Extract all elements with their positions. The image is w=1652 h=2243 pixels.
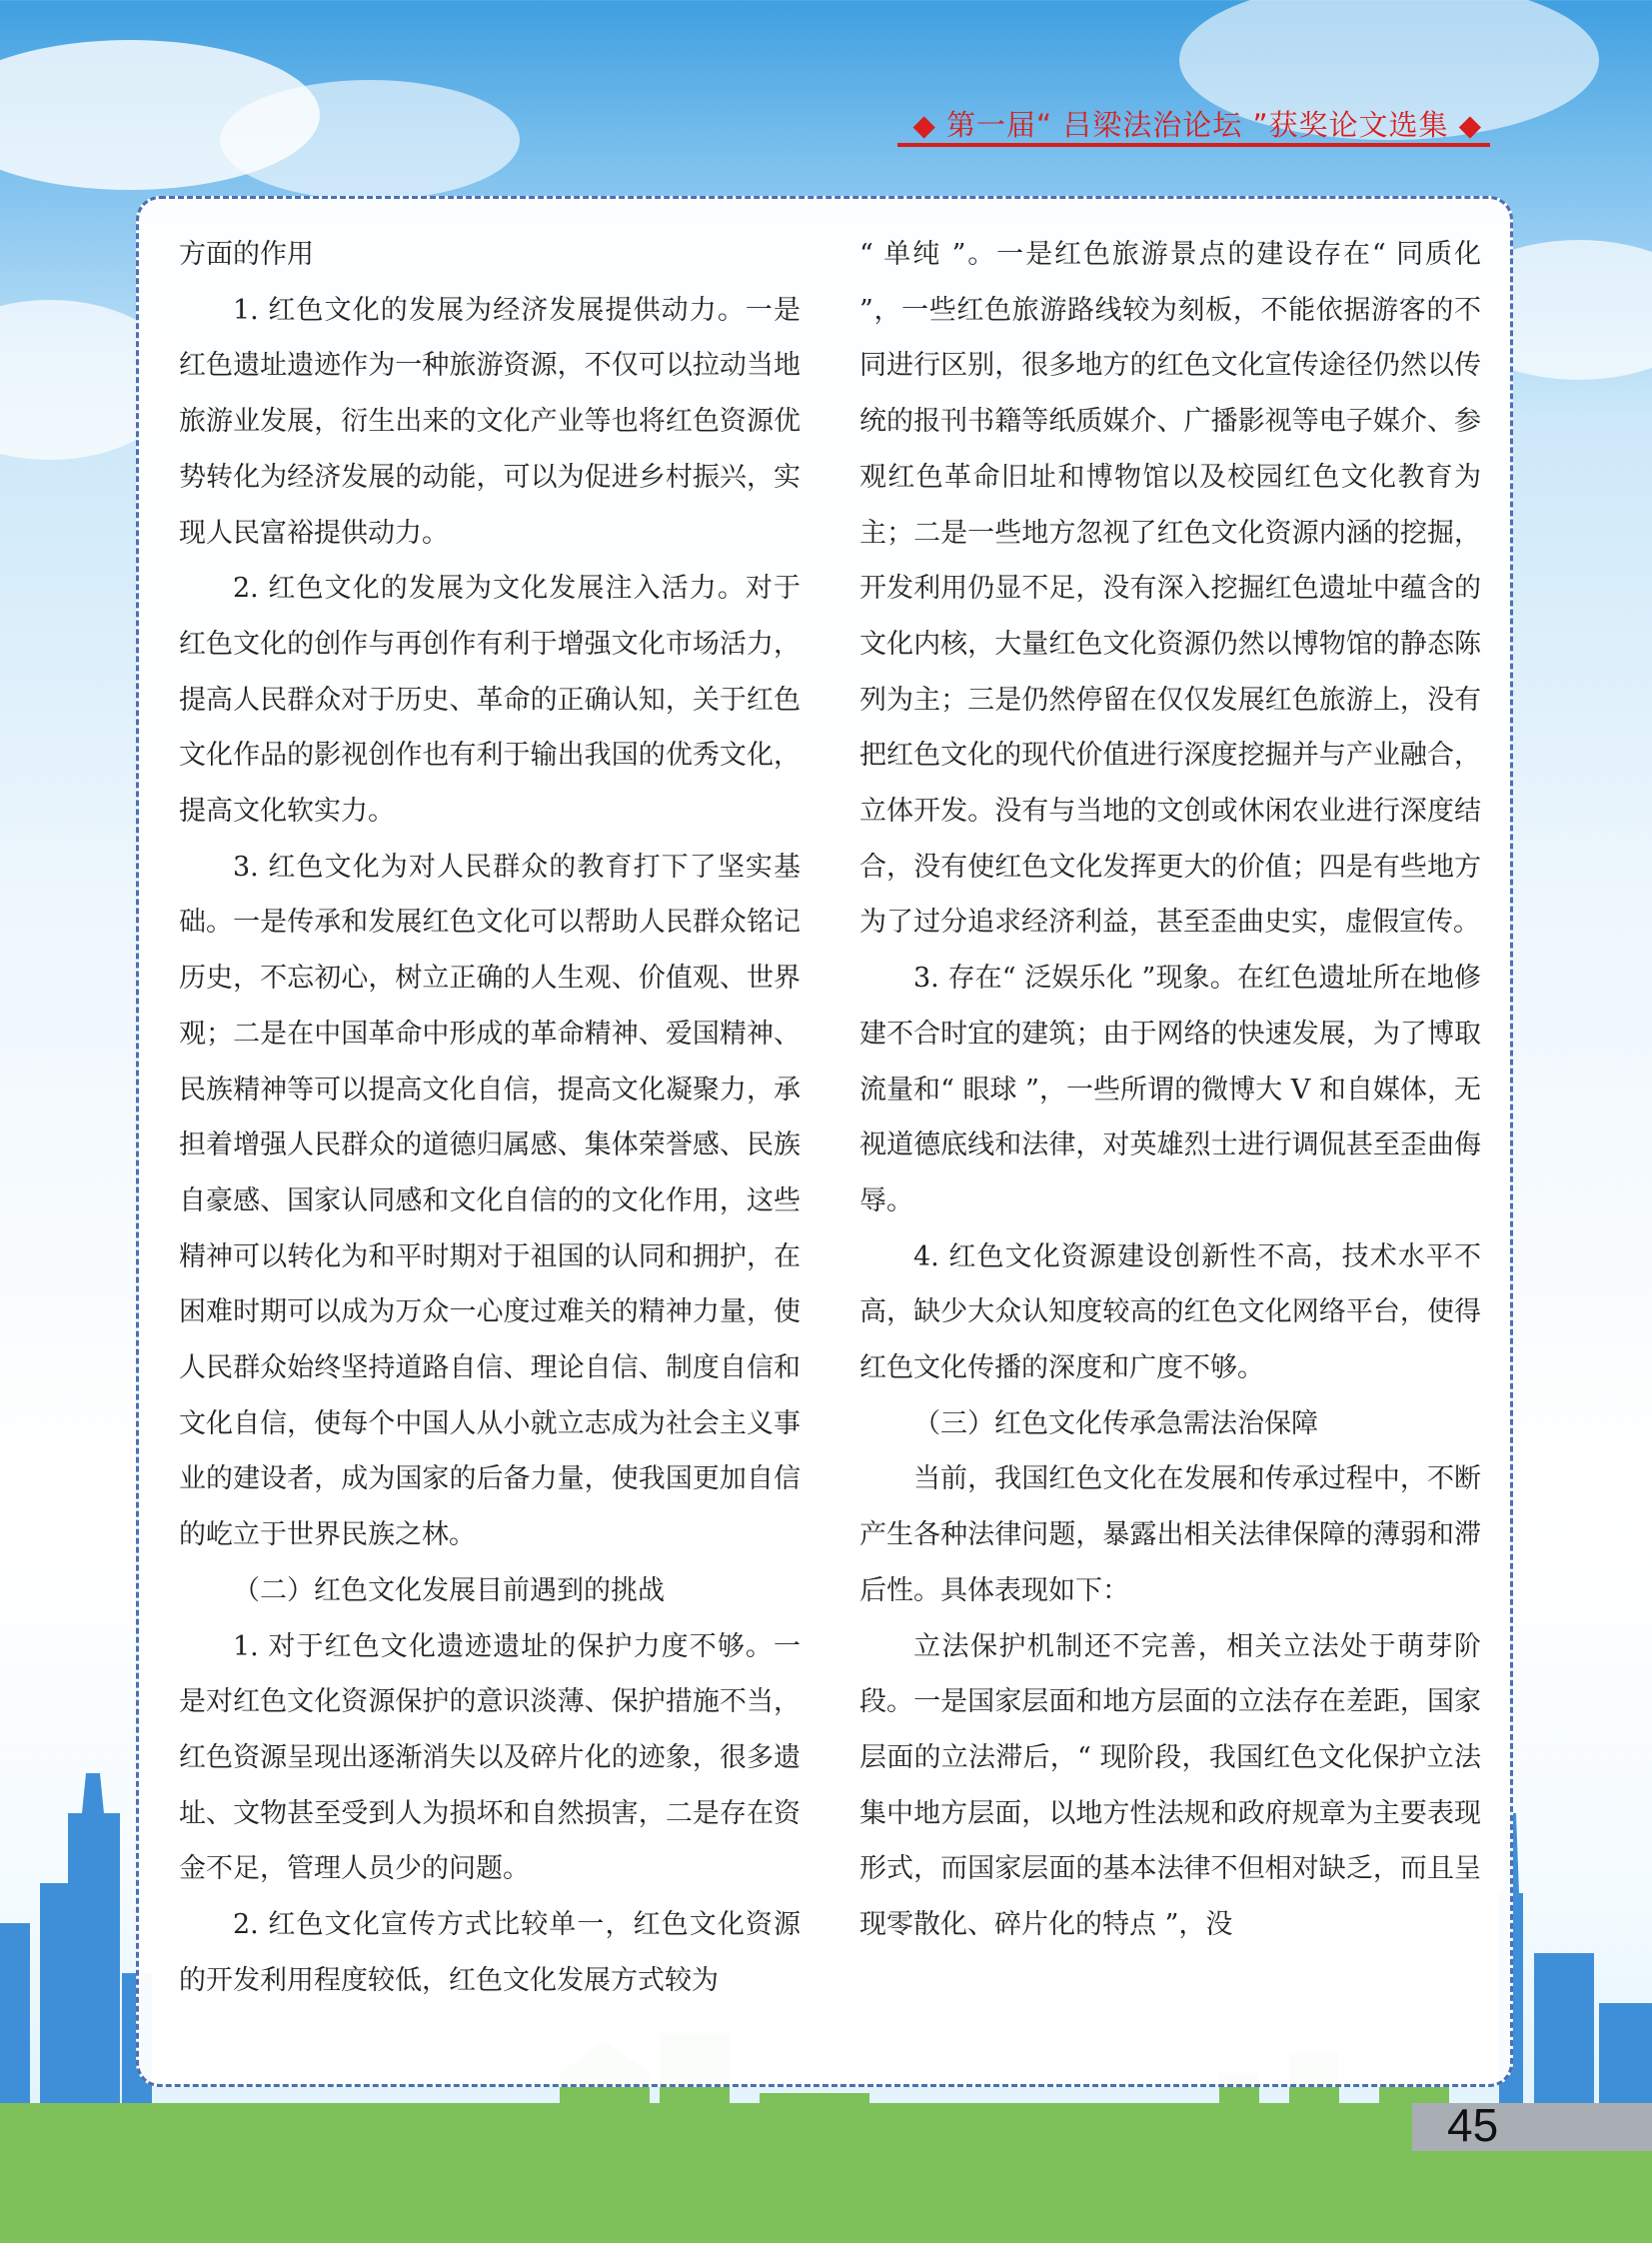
paragraph: 1. 红色文化的发展为经济发展提供动力。一是红色遗址遗迹作为一种旅游资源，不仅可以拉动当地旅游业发展，衍生出来的文化产业等也将红色资源优势转化为经济发展的动能，可以为促进乡村振兴，实现人民富裕提供动力。 (179, 294, 801, 549)
header-rule (897, 143, 1490, 147)
section-heading: （二）红色文化发展目前遇到的挑战 (233, 1574, 665, 1606)
left-column (179, 227, 801, 2009)
paragraph: 1. 对于红色文化遗迹遗址的保护力度不够。一是对红色文化资源保护的意识淡薄、保护措施不当，红色资源呈现出逐渐消失以及碎片化的迹象，很多遗址、文物甚至受到人为损坏和自然损害，二是存在资金不足，管理人员少的问题。 (179, 1630, 801, 1885)
paragraph: 立法保护机制还不完善，相关立法处于萌芽阶段。一是国家层面和地方层面的立法存在差距，国家层面的立法滞后，“ 现阶段，我国红色文化保护立法集中地方层面，以地方性法规和政府规章为主要表现形式，而国家层面的基本法律不但相对缺乏，而且呈现零散化、碎片化的特点 ”，没 (859, 1630, 1481, 1941)
paragraph: 当前，我国红色文化在发展和传承过程中，不断产生各种法律问题，暴露出相关法律保障的薄弱和滞后性。具体表现如下： (859, 1463, 1481, 1606)
paragraph: 3. 存在“ 泛娱乐化 ”现象。在红色遗址所在地修建不合时宜的建筑；由于网络的快速发展，为了博取流量和“ 眼球 ”，一些所谓的微博大 V 和自媒体，无视道德底线和法律，对英雄烈士进行调侃甚至歪曲侮辱。 (859, 963, 1481, 1216)
paragraph: 4. 红色文化资源建设创新性不高，技术水平不高，缺少大众认知度较高的红色文化网络平台，使得红色文化传播的深度和广度不够。 (859, 1240, 1481, 1384)
right-column (859, 227, 1481, 1953)
paragraph: 方面的作用 (179, 239, 314, 270)
paragraph: 2. 红色文化的发展为文化发展注入活力。对于红色文化的创作与再创作有利于增强文化市场活力，提高人民群众对于历史、革命的正确认知，关于红色文化作品的影视创作也有利于输出我国的优秀文化，提高文化软实力。 (179, 573, 801, 828)
page-number: 45 (1447, 2099, 1499, 2151)
running-header-title: ◆ 第一届“ 吕梁法治论坛 ”获奖论文选集 ◆ (912, 108, 1482, 142)
cloud-decoration (220, 80, 520, 200)
section-heading: （三）红色文化传承急需法治保障 (913, 1407, 1318, 1439)
paragraph: “ 单纯 ”。一是红色旅游景点的建设存在“ 同质化 ”，一些红色旅游路线较为刻板，不能依据游客的不同进行区别，很多地方的红色文化宣传途径仍然以传统的报刊书籍等纸质媒介、广播影视等电子媒介、参观红色革命旧址和博物馆以及校园红色文化教育为主；二是一些地方忽视了红色文化资源内涵的挖掘，开发利用仍显不足，没有深入挖掘红色遗址中蕴含的文化内核，大量红色文化资源仍然以博物馆的静态陈列为主；三是仍然停留在仅仅发展红色旅游上，没有把红色文化的现代价值进行深度挖掘并与产业融合，立体开发。没有与当地的文创或休闲农业进行深度结合，没有使红色文化发挥更大的价值；四是有些地方为了过分追求经济利益，甚至歪曲史实，虚假宣传。 (859, 239, 1481, 939)
paragraph: 3. 红色文化为对人民群众的教育打下了坚实基础。一是传承和发展红色文化可以帮助人民群众铭记历史，不忘初心，树立正确的人生观、价值观、世界观；二是在中国革命中形成的革命精神、爱国精神、民族精神等可以提高文化自信，提高文化凝聚力，承担着增强人民群众的道德归属感、集体荣誉感、民族自豪感、国家认同感和文化自信的的文化作用，这些精神可以转化为和平时期对于祖国的认同和拥护，在困难时期可以成为万众一心度过难关的精神力量，使人民群众始终坚持道路自信、理论自信、制度自信和文化自信，使每个中国人从小就立志成为社会主义事业的建设者，成为国家的后备力量，使我国更加自信的屹立于世界民族之林。 (179, 851, 801, 1551)
paragraph: 2. 红色文化宣传方式比较单一，红色文化资源的开发利用程度较低，红色文化发展方式较为 (179, 1909, 801, 1996)
